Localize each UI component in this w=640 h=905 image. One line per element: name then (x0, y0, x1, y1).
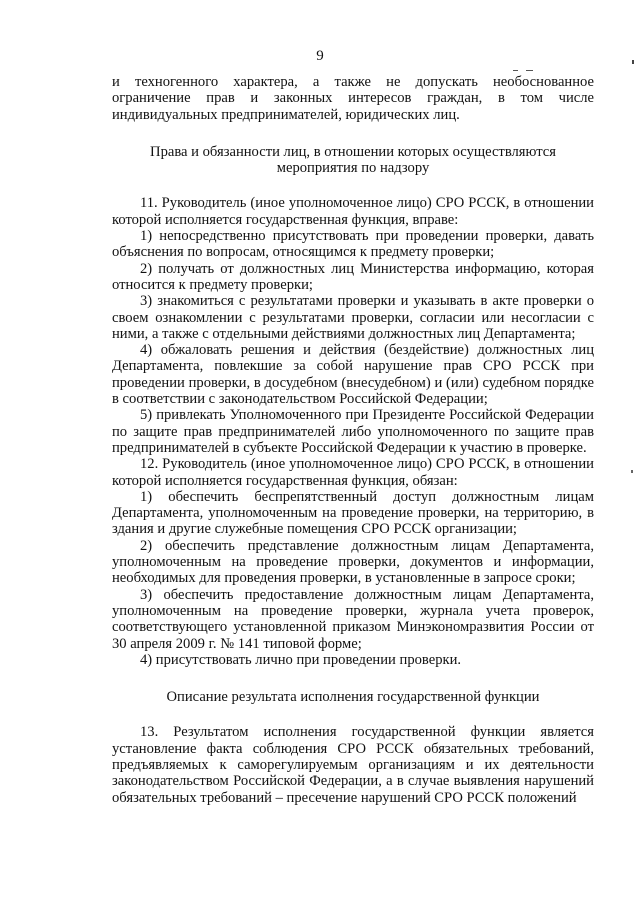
paragraph-12: 12. Руководитель (иное уполномоченное лицо) СРО РССК, в отношении которой исполняется государственная функция, обязан: (112, 456, 594, 489)
paragraph-12-item-2: 2) обеспечить представление должностным лицам Департамента, уполномоченным на проведение проверки, документов и информации, необходимых для проведения проверки, в установленные в запросе сроки; (112, 537, 594, 587)
paragraph-13: 13. Результатом исполнения государственной функции является установление факта соблюдения СРО РССК обязательных требований, предъявляемых к саморегулируемым организациям и их деятельности законодательством Российской Федерации, а в случае выявления нарушений обязательных требований – пресечение нарушений СРО РССК положений (112, 724, 594, 806)
paragraph-11-item-5: 5) привлекать Уполномоченного при Президенте Российской Федерации по защите прав предпринимателей либо уполномоченного по защите прав предпринимателей в субъекте Российской Федерации к участию в проверке. (112, 407, 594, 456)
paragraph-12-item-1: 1) обеспечить беспрепятственный доступ должностным лицам Департамента, уполномоченным на проведение проверки, на территорию, в здания и другие служебные помещения СРО РССК организации; (112, 488, 594, 538)
paragraph-11-item-4: 4) обжаловать решения и действия (бездействие) должностных лиц Департамента, повлекшие за собой нарушение прав СРО РССК при проведении проверки, в досудебном (внесудебном) и (или) судебном порядке в соответствии с законодательством Российской Федерации; (112, 342, 594, 408)
paragraph-11: 11. Руководитель (иное уполномоченное лицо) СРО РССК, в отношении которой исполняется государственная функция, вправе: (112, 195, 594, 228)
document-body (112, 74, 594, 806)
page-number: 9 (316, 48, 324, 64)
section-heading-rights: Права и обязанности лиц, в отношении которых осуществляются мероприятия по надзору (150, 143, 556, 177)
scan-edge-mark (631, 470, 633, 473)
paragraph-12-item-4: 4) присутствовать лично при проведении проверки. (140, 651, 462, 668)
paragraph-12-item-3: 3) обеспечить предоставление должностным лицам Департамента, уполномоченным на проведение проверки, журнала учета проверок, соответствующего установленной приказом Минэкономразвития России от 30 апреля 2009 г. № 141 типовой форме; (112, 586, 594, 652)
paragraph-11-item-3: 3) знакомиться с результатами проверки и указывать в акте проверки о своем ознакомлении с результатами проверки, согласии или несогласии с ними, а также с отдельными действиями должностных лиц Департамента; (112, 293, 594, 342)
scan-speck (513, 70, 518, 71)
paragraph-continuation: и техногенного характера, а также не допускать необоснованное ограничение прав и законных интересов граждан, в том числе индивидуальных предпринимателей, юридических лиц. (112, 74, 594, 123)
scan-speck (526, 70, 533, 71)
section-heading-result: Описание результата исполнения государственной функции (166, 689, 540, 706)
scan-edge-mark (632, 60, 634, 64)
paragraph-11-item-1: 1) непосредственно присутствовать при проведении проверки, давать объяснения по вопросам, относящимся к предмету проверки; (112, 228, 594, 261)
paragraph-11-item-2: 2) получать от должностных лиц Министерства информацию, которая относится к предмету проверки; (112, 260, 594, 293)
